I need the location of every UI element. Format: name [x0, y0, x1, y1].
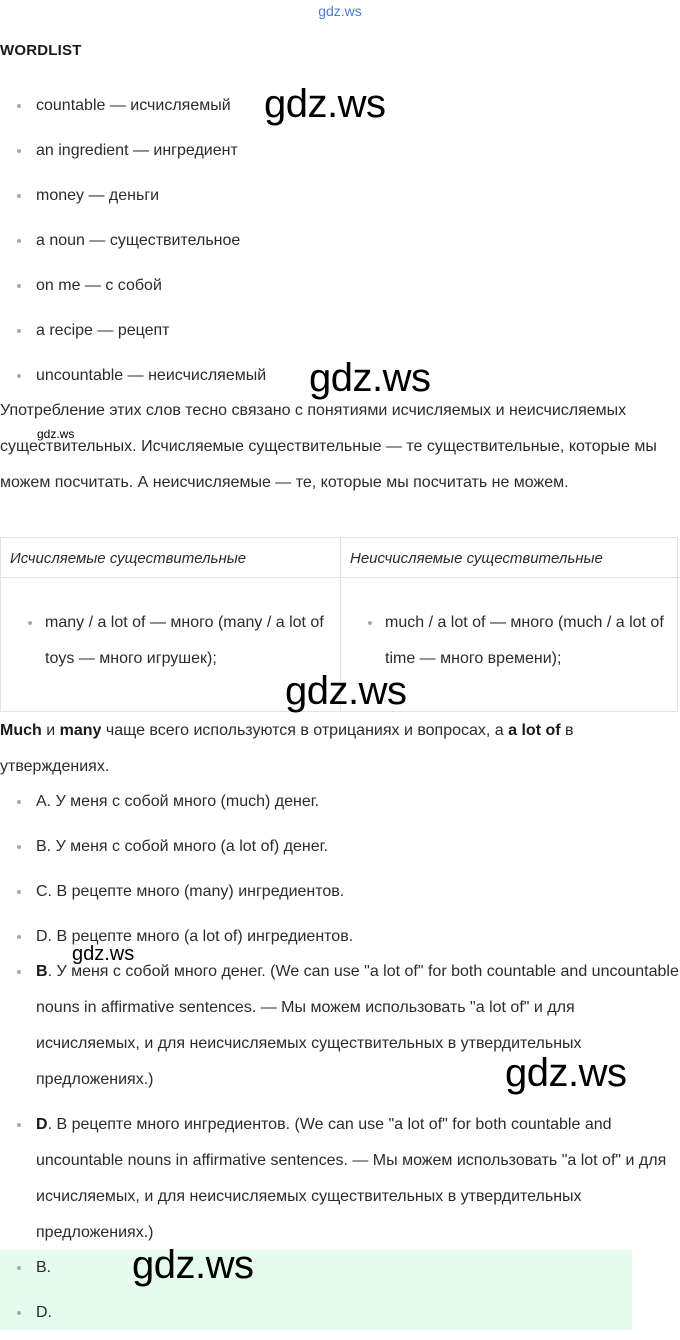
table-header-uncountable: Неисчисляемые существительные — [341, 538, 679, 578]
bullet-icon — [17, 800, 21, 804]
final-answer-list — [0, 1250, 52, 1340]
list-item: C. В рецепте много (many) ингредиентов. — [0, 874, 680, 919]
list-item: A. У меня с собой много (much) денег. — [0, 784, 680, 829]
list-item: a noun — существительное — [0, 223, 600, 268]
list-item: B. — [0, 1250, 52, 1295]
wordlist — [0, 88, 600, 403]
bullet-icon — [17, 970, 21, 974]
list-item: D. В рецепте много (a lot of) ингредиентов. — [0, 919, 680, 964]
bullet-icon — [368, 621, 372, 625]
usage-paragraph: Much и many чаще всего используются в отрицаниях и вопросах, а a lot of в утверждениях. — [0, 722, 574, 775]
bullet-icon — [17, 890, 21, 894]
table-cell-text: much / a lot of — много (much / a lot of time — много времени); — [385, 614, 664, 667]
bullet-icon — [28, 621, 32, 625]
final-answer-block — [0, 1250, 632, 1330]
intro-paragraph: Употребление этих слов тесно связано с понятиями исчисляемых и неисчисляемых существительных. Исчисляемые существительные — те существительные, которые мы можем посчитать. А неисчисляемые — те, которые мы посчитать не можем. — [0, 402, 657, 491]
bullet-icon — [17, 935, 21, 939]
bullet-icon — [17, 284, 21, 288]
site-watermark-link[interactable]: gdz.ws — [318, 3, 362, 19]
list-item: on me — с собой — [0, 268, 600, 313]
list-item: D. — [0, 1295, 52, 1340]
bullet-icon — [17, 104, 21, 108]
answer-item: D. В рецепте много ингредиентов. (We can use "a lot of" for both countable and uncountable nouns in affirmative sentences. — Мы можем использовать "a lot of" и для исчисляемых, и для неисчисляемых существительных в утвердительных предложениях.) — [0, 1107, 680, 1251]
bullet-icon — [17, 845, 21, 849]
options-list — [0, 784, 680, 964]
watermark: gdz.ws — [132, 1243, 254, 1287]
wordlist-heading: WORDLIST — [0, 42, 82, 59]
list-item: uncountable — неисчисляемый — [0, 358, 600, 403]
bullet-icon — [17, 374, 21, 378]
bullet-icon — [17, 329, 21, 333]
list-item: money — деньги — [0, 178, 600, 223]
watermark: gdz.ws — [505, 1051, 627, 1095]
bullet-icon — [17, 239, 21, 243]
bullet-icon — [17, 1311, 21, 1315]
bullet-icon — [17, 194, 21, 198]
answer-list — [0, 1107, 680, 1251]
watermark: gdz.ws — [264, 82, 386, 126]
bullet-icon — [17, 1123, 21, 1127]
watermark: gdz.ws — [37, 427, 75, 441]
list-item: B. У меня с собой много (a lot of) денег. — [0, 829, 680, 874]
watermark: gdz.ws — [285, 669, 407, 713]
bullet-icon — [17, 149, 21, 153]
watermark: gdz.ws — [72, 943, 135, 965]
watermark: gdz.ws — [309, 356, 431, 400]
list-item: an ingredient — ингредиент — [0, 133, 600, 178]
table-cell-text: many / a lot of — много (many / a lot of toys — много игрушек); — [45, 614, 324, 667]
list-item: a recipe — рецепт — [0, 313, 600, 358]
bullet-icon — [17, 1266, 21, 1270]
answer-item: B. У меня с собой много денег. (We can use "a lot of" for both countable and uncountable nouns in affirmative sentences. — Мы можем использовать "a lot of" и для исчисляемых, и для неисчисляемых существительных в утвердительных предложениях.) — [0, 954, 680, 1098]
list-item: countable — исчисляемый — [0, 88, 600, 133]
table-header-countable: Исчисляемые существительные — [1, 538, 341, 578]
